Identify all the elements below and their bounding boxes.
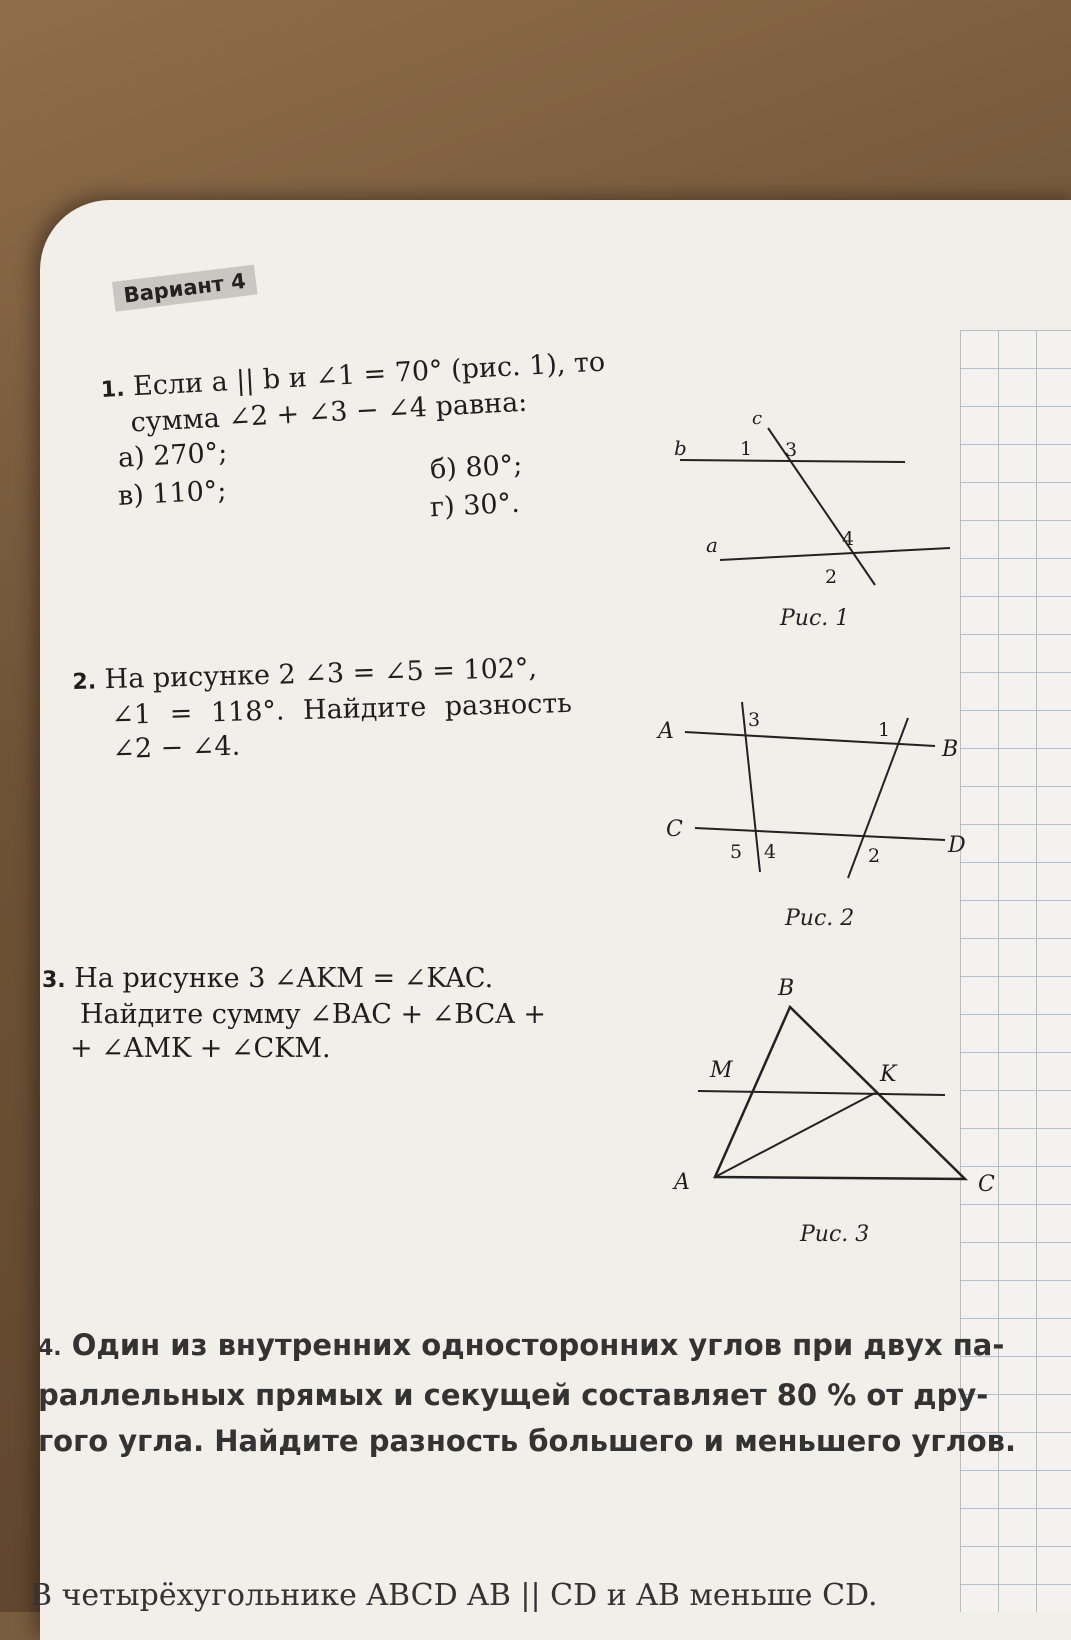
- point-B-label: B: [942, 737, 959, 762]
- point-M-label: M: [710, 1058, 733, 1083]
- label-c: c: [752, 408, 763, 429]
- task-1-option-v: в) 110°;: [117, 475, 228, 512]
- angle-1-label: 1: [878, 719, 891, 741]
- point-D-label: D: [948, 833, 966, 858]
- task-4-number: 4.: [38, 1336, 62, 1361]
- line-CD: [695, 828, 945, 840]
- point-A-label: A: [658, 719, 674, 744]
- angle-4-label: 4: [764, 841, 777, 863]
- task-3-line-3: + ∠AMK + ∠CKM.: [70, 1033, 331, 1064]
- angle-1-label: 1: [740, 438, 753, 460]
- figure-1-caption: Рис. 1: [780, 606, 850, 631]
- point-C-label: C: [666, 817, 683, 842]
- task-4-line-1: Один из внутренних односторонних углов при двух па-: [71, 1328, 1005, 1362]
- angle-3-label: 3: [748, 709, 761, 731]
- figure-1: [660, 400, 960, 610]
- task-2-line-2: ∠1 = 118°. Найдите разность: [110, 687, 573, 731]
- task-1-option-a: а) 270°;: [117, 437, 229, 474]
- task-3-line-1: На рисунке 3 ∠AKM = ∠KAC.: [74, 963, 494, 994]
- task-4-line-2: раллельных прямых и секущей составляет 80 % от дру-: [38, 1378, 989, 1412]
- angle-5-label: 5: [730, 841, 743, 863]
- segment-AK: [715, 1093, 875, 1177]
- angle-2-label: 2: [825, 566, 838, 588]
- figure-1-drawing: [660, 400, 960, 610]
- figure-3-drawing: [660, 965, 1020, 1205]
- variant-title: Вариант 4: [112, 265, 257, 312]
- task-2: [72, 651, 573, 768]
- figure-3-caption: Рис. 3: [800, 1222, 870, 1247]
- line-a: [720, 548, 950, 560]
- angle-4-label: 4: [842, 528, 855, 550]
- task-1-line-2: сумма ∠2 + ∠3 − ∠4 равна:: [129, 386, 529, 439]
- point-A-label: A: [674, 1170, 690, 1195]
- figure-2: [650, 690, 990, 890]
- task-1-number: 1.: [100, 376, 126, 403]
- point-C-label: C: [978, 1172, 995, 1197]
- task-5-partial-line: В четырёхугольнике ABCD AB || CD и AB меньше CD.: [30, 1578, 878, 1613]
- task-2-line-1: На рисунке 2 ∠3 = ∠5 = 102°,: [104, 652, 538, 696]
- figure-3: [660, 965, 1020, 1205]
- point-B-label: B: [778, 976, 795, 1001]
- label-a: a: [706, 533, 718, 557]
- task-1-option-g: г) 30°.: [429, 487, 521, 524]
- task-4: [38, 1322, 1048, 1464]
- task-1-line-1: Если a || b и ∠1 = 70° (рис. 1), то: [132, 346, 606, 403]
- task-2-line-3: ∠2 − ∠4.: [111, 730, 241, 765]
- task-3: [42, 962, 546, 1066]
- task-4-line-3: гого угла. Найдите разность большего и меньшего углов.: [38, 1424, 1017, 1458]
- label-b: b: [674, 436, 687, 460]
- task-2-number: 2.: [72, 669, 97, 695]
- line-MK: [698, 1091, 945, 1095]
- task-3-number: 3.: [42, 968, 66, 993]
- point-K-label: K: [880, 1062, 897, 1087]
- task-3-line-2: Найдите сумму ∠BAC + ∠BCA +: [80, 999, 546, 1030]
- figure-2-caption: Рис. 2: [785, 906, 855, 931]
- figure-2-drawing: [650, 690, 990, 890]
- task-1-option-b: б) 80°;: [429, 449, 524, 486]
- angle-2-label: 2: [868, 845, 881, 867]
- angle-3-label: 3: [785, 439, 798, 461]
